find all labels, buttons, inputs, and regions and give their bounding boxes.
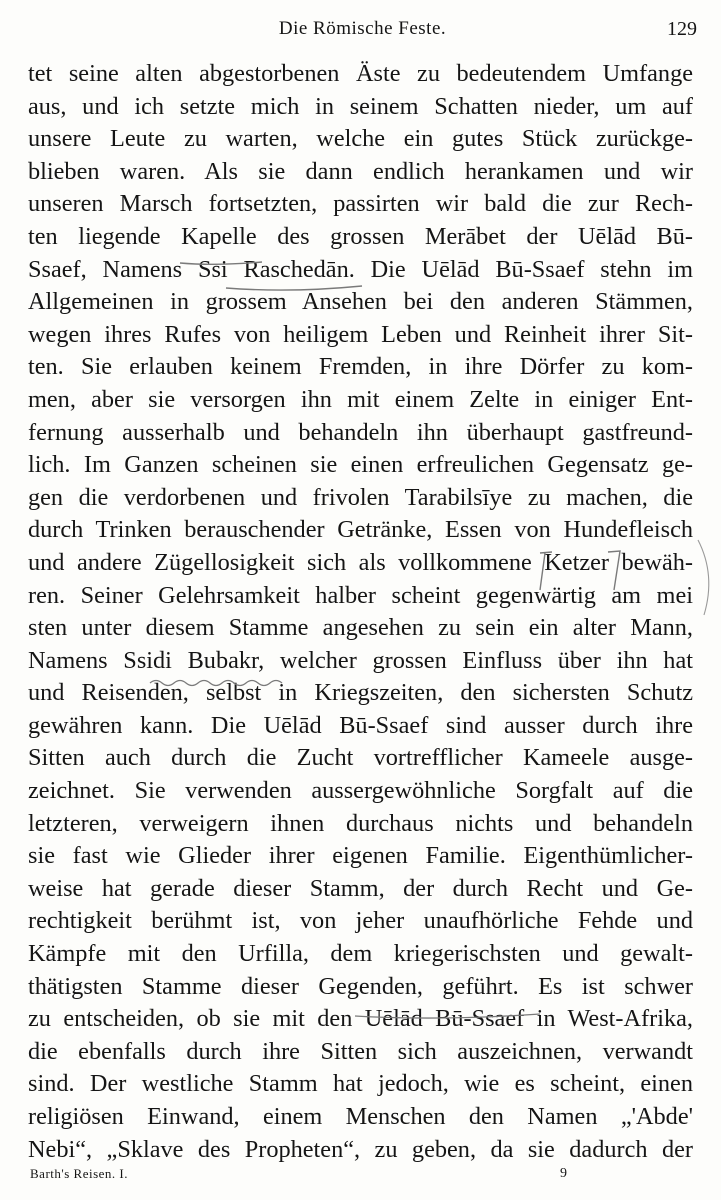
text-line: men, aber sie versorgen ihn mit einem Zelte in einiger Ent- — [28, 385, 693, 413]
text-line: ten. Sie erlauben keinem Fremden, in ihre Dörfer zu kom- — [28, 353, 693, 381]
text-line: weise hat gerade dieser Stamm, der durch Recht und Ge- — [28, 874, 693, 902]
sheet-number: 9 — [560, 1166, 567, 1181]
text-line: letzteren, verweigern ihnen durchaus nichts und behandeln — [28, 809, 693, 837]
text-line: unsere Leute zu warten, welche ein gutes Stück zurückge- — [28, 125, 693, 153]
text-line: die ebenfalls durch ihre Sitten sich auszeichnen, verwandt — [28, 1037, 693, 1065]
text-line: wegen ihres Rufes von heiligem Leben und Reinheit ihrer Sit- — [28, 320, 693, 348]
text-line: sten unter diesem Stamme angesehen zu sein ein alter Mann, — [28, 614, 693, 642]
text-line: und Reisenden, selbst in Kriegszeiten, den sichersten Schutz — [28, 679, 693, 707]
text-line: durch Trinken berauschender Getränke, Essen von Hundefleisch — [28, 516, 693, 544]
body-text — [28, 58, 693, 1166]
text-line: Kämpfe mit den Urfilla, dem kriegerischsten und gewalt- — [28, 940, 693, 968]
text-line: sind. Der westliche Stamm hat jedoch, wie es scheint, einen — [28, 1070, 693, 1098]
text-line: aus, und ich setzte mich in seinem Schatten nieder, um auf — [28, 92, 693, 120]
text-line: zu entscheiden, ob sie mit den Uēlād Bū-Ssaef in West-Afrika, — [28, 1005, 693, 1033]
text-line: gewähren kann. Die Uēlād Bū-Ssaef sind ausser durch ihre — [28, 711, 693, 739]
pencil-margin-mark — [698, 540, 709, 615]
text-line: gen die verdorbenen und frivolen Tarabilsīye zu machen, die — [28, 483, 693, 511]
signature-mark: Barth's Reisen. I. — [30, 1166, 128, 1181]
text-line: ren. Seiner Gelehrsamkeit halber scheint gegenwärtig am mei — [28, 581, 693, 609]
text-line: thätigsten Stamme dieser Gegenden, geführt. Es ist schwer — [28, 972, 693, 1000]
text-line: sie fast wie Glieder ihrer eigenen Familie. Eigenthümlicher- — [28, 842, 693, 870]
text-line: blieben waren. Als sie dann endlich herankamen und wir — [28, 157, 693, 185]
running-title: Die Römische Feste. — [278, 18, 447, 39]
text-line: rechtigkeit berühmt ist, von jeher unaufhörliche Fehde und — [28, 907, 693, 935]
text-line: lich. Im Ganzen scheinen sie einen erfreulichen Gegensatz ge- — [28, 451, 693, 479]
text-line: religiösen Einwand, einem Menschen den Namen „'Abde' — [28, 1103, 693, 1130]
text-line: Allgemeinen in grossem Ansehen bei den anderen Stämmen, — [28, 288, 693, 316]
text-line: tet seine alten abgestorbenen Äste zu bedeutendem Umfange — [28, 60, 693, 87]
text-line: und andere Zügellosigkeit sich als vollkommene Ketzer bewäh- — [28, 548, 693, 576]
text-line: Sitten auch durch die Zucht vortrefflicher Kameele ausge- — [28, 744, 693, 772]
text-line: unseren Marsch fortsetzten, passirten wir bald die zur Rech- — [28, 190, 693, 218]
text-line: ten liegende Kapelle des grossen Merābet der Uēlād Bū- — [28, 222, 693, 250]
text-line: fernung ausserhalb und behandeln ihn überhaupt gastfreund- — [28, 418, 693, 446]
text-line: Nebi“, „Sklave des Propheten“, zu geben, da sie dadurch der — [28, 1135, 693, 1163]
text-line: Namens Ssidi Bubakr, welcher grossen Einfluss über ihn hat — [28, 646, 693, 674]
page-number: 129 — [667, 18, 697, 40]
page-footer — [30, 1166, 691, 1188]
text-line: zeichnet. Sie verwenden aussergewöhnliche Sorgfalt auf die — [28, 777, 693, 805]
page-header — [28, 18, 697, 46]
text-line: Ssaef, Namens Ssi Raschedān. Die Uēlād Bū-Ssaef stehn im — [28, 255, 693, 283]
